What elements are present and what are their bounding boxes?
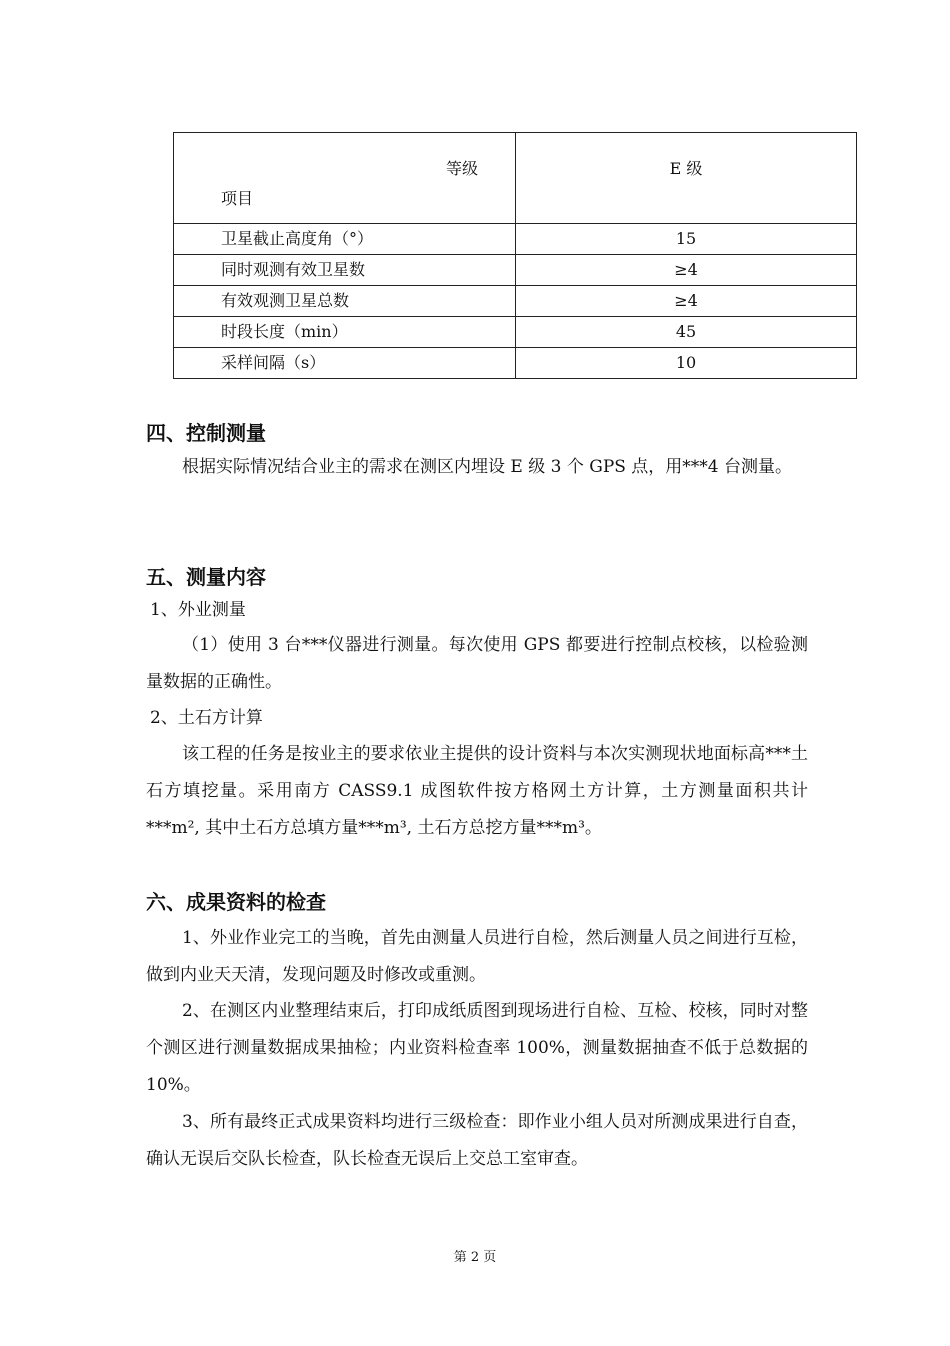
- gps-spec-table: [173, 132, 857, 379]
- table-row: [174, 224, 857, 255]
- header-level-label: E 级: [669, 159, 703, 178]
- section-4-heading: 四、控制测量: [146, 421, 266, 445]
- table-row: [174, 348, 857, 379]
- row-value: 45: [516, 317, 857, 348]
- page-number: 第 2 页: [453, 1250, 497, 1265]
- section-5-heading: 五、测量内容: [146, 565, 266, 589]
- section-5-paragraph-2: 该工程的任务是按业主的要求依业主提供的设计资料与本次实测现状地面标高***土石方填挖量。采用南方 CASS9.1 成图软件按方格网土方计算，土方测量面积共计***m², 其中土石方总填方量***m³, 土石方总挖方量***m³。: [146, 744, 808, 838]
- section-5-paragraph-1: （1）使用 3 台***仪器进行测量。每次使用 GPS 都要进行控制点校核，以检验测量数据的正确性。: [146, 635, 808, 692]
- table-header-level-cell: [516, 133, 857, 224]
- table-header-item-cell: [174, 133, 516, 224]
- row-value: ≥4: [516, 255, 857, 286]
- section-6-heading: 六、成果资料的检查: [146, 890, 326, 914]
- subsection-field-survey: 1、外业测量: [150, 600, 246, 620]
- section-6-paragraph-3: 3、所有最终正式成果资料均进行三级检查：即作业小组人员对所测成果进行自查，确认无误后交队长检查，队长检查无误后上交总工室审查。: [146, 1112, 808, 1169]
- row-item: 有效观测卫星总数: [174, 286, 516, 317]
- row-item: 同时观测有效卫星数: [174, 255, 516, 286]
- row-value: 10: [516, 348, 857, 379]
- section-6-paragraph-1: 1、外业作业完工的当晚，首先由测量人员进行自检，然后测量人员之间进行互检，做到内业天天清，发现问题及时修改或重测。: [146, 928, 808, 985]
- section-4-paragraph: 根据实际情况结合业主的需求在测区内埋设 E 级 3 个 GPS 点，用***4 台测量。: [182, 457, 793, 477]
- table-row: [174, 255, 857, 286]
- header-item-label: 项目: [221, 189, 254, 208]
- header-grade-label: 等级: [446, 159, 479, 178]
- row-item: 卫星截止高度角（°）: [174, 224, 516, 255]
- subsection-earthwork: 2、土石方计算: [150, 708, 263, 728]
- table-row: [174, 317, 857, 348]
- table-row: [174, 286, 857, 317]
- row-value: ≥4: [516, 286, 857, 317]
- row-value: 15: [516, 224, 857, 255]
- row-item: 时段长度（min）: [174, 317, 516, 348]
- table-header-row: [174, 133, 857, 224]
- section-6-paragraph-2: 2、在测区内业整理结束后，打印成纸质图到现场进行自检、互检、校核，同时对整个测区进行测量数据成果抽检；内业资料检查率 100%，测量数据抽查不低于总数据的 10%。: [146, 1001, 808, 1095]
- row-item: 采样间隔（s）: [174, 348, 516, 379]
